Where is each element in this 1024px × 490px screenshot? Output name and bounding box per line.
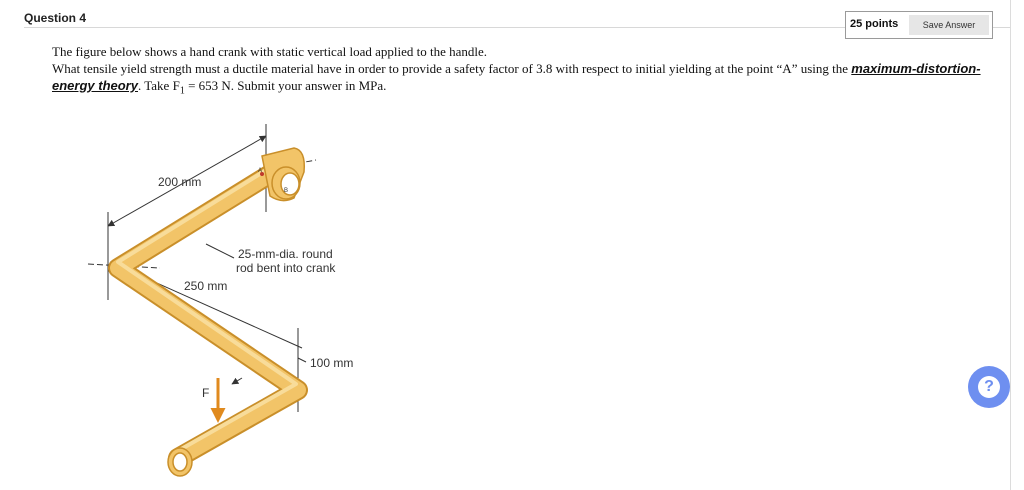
points-label: 25 points: [850, 18, 899, 30]
dim-100-label: 100 mm: [310, 356, 354, 370]
force-label: F: [202, 386, 210, 400]
save-answer-button[interactable]: Save Answer: [909, 15, 989, 35]
crank-rod: [118, 148, 304, 476]
rod-end-bottom-inner: [173, 453, 187, 471]
rod-note-line1: 25-mm-dia. round: [238, 247, 333, 261]
dim-200-label: 200 mm: [158, 175, 202, 189]
question-line-2: [52, 60, 982, 100]
help-button[interactable]: [968, 366, 1010, 408]
question-text: [52, 43, 982, 100]
note-leader: [206, 244, 234, 258]
help-icon: ?: [978, 376, 1000, 398]
dim-100-line: [298, 358, 306, 362]
force-subscript: 1: [179, 85, 185, 97]
points-box: [845, 11, 993, 39]
point-a-label: A: [258, 168, 263, 174]
question-line-2b: . Take F: [137, 78, 180, 93]
question-line-2c: = 653 N. Submit your answer in MPa.: [184, 78, 387, 93]
question-title: Question 4: [24, 11, 87, 25]
theory-emphasis: maximum-distortion-energy theory: [52, 61, 981, 93]
question-line-2a: What tensile yield strength must a ductile material have in order to provide a safety factor of 3.8 with respect to initial yielding at the point “A” using the: [52, 61, 852, 76]
rod-note-line2: rod bent into crank: [236, 261, 336, 275]
dim-250-label: 250 mm: [184, 279, 228, 293]
question-line-1: The figure below shows a hand crank with static vertical load applied to the handle.: [52, 44, 487, 59]
point-b-label: B: [284, 188, 289, 194]
scroll-edge: [1010, 0, 1011, 490]
force-pointer: [232, 378, 242, 384]
hand-crank-figure: [80, 118, 400, 488]
